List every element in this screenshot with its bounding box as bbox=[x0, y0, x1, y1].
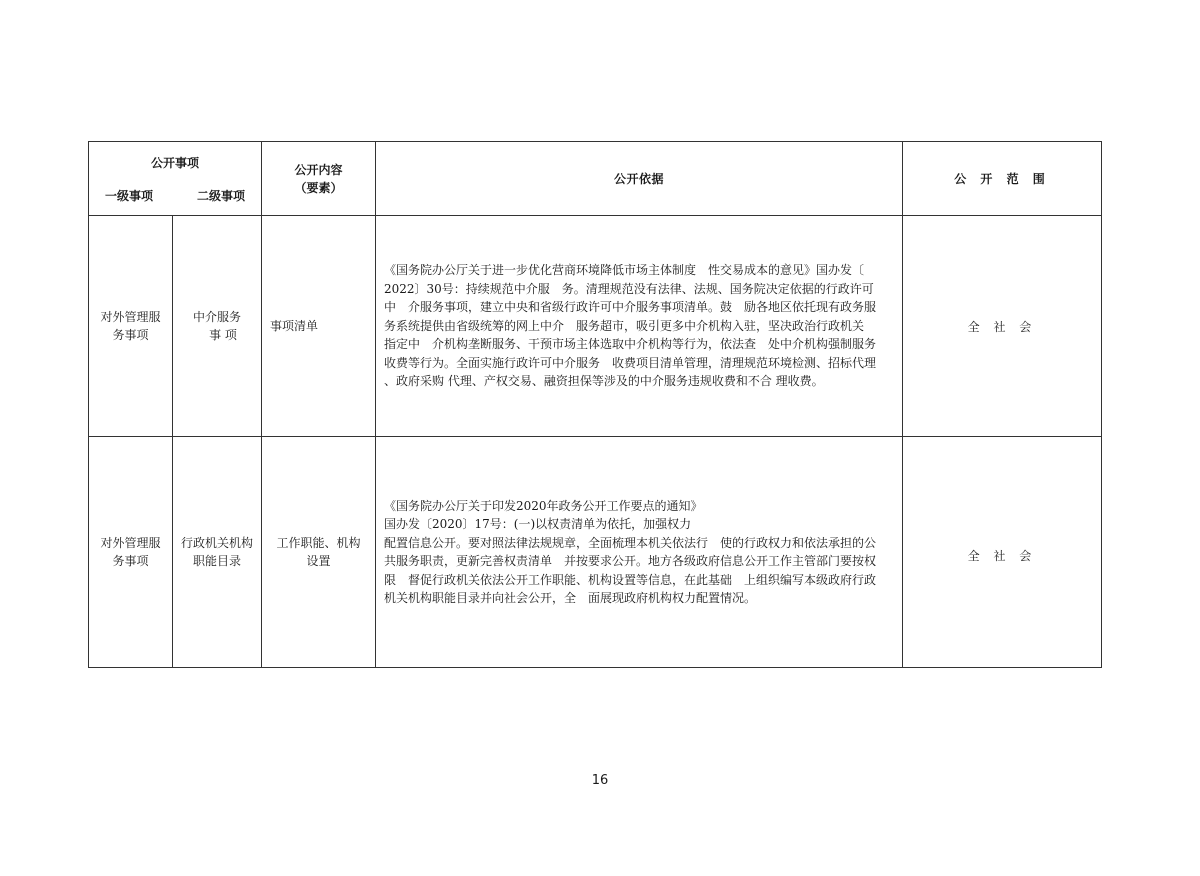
header-scope: 公 开 范 围 bbox=[903, 142, 1102, 216]
row2-level1: 对外管理服 务事项 bbox=[89, 437, 173, 668]
row1-scope: 全 社 会 bbox=[903, 216, 1102, 437]
table-row bbox=[89, 437, 1102, 668]
row1-content: 事项清单 bbox=[262, 216, 376, 437]
page-number: 16 bbox=[591, 773, 609, 788]
header-content-line2: （要素） bbox=[294, 180, 343, 195]
disclosure-table bbox=[88, 141, 1102, 668]
row2-scope: 全 社 会 bbox=[903, 437, 1102, 668]
header-row bbox=[89, 142, 1102, 216]
header-content-cell bbox=[262, 142, 376, 216]
header-public-item: 公开事项 bbox=[150, 156, 199, 170]
header-content-line1: 公开内容 bbox=[294, 162, 343, 177]
header-level2: 二级事项 bbox=[197, 189, 246, 203]
header-basis: 公开依据 bbox=[376, 142, 903, 216]
row2-content: 工作职能、机构 设置 bbox=[262, 437, 376, 668]
table-row bbox=[89, 216, 1102, 437]
row1-level1: 对外管理服 务事项 bbox=[89, 216, 173, 437]
row2-level2: 行政机关机构 职能目录 bbox=[173, 437, 262, 668]
row1-basis: 《国务院办公厅关于进一步优化营商环境降低市场主体制度 性交易成本的意见》国办发〔 2022〕30号：持续规范中介服 务。清理规范没有法律、法规、国务院决定依据的行政许可 中 介服务事项，建立中央和省级行政许可中介服务事项清单。鼓 励各地区依托现有政务服 务系统提供由省级统筹的网上中介 服务超市，吸引更多中介机构入驻，坚决政治行政机关 指定中 介机构垄断服务、干预市场主体选取中介机构等行为，依法查 处中介机构强制服务 收费等行为。全面实施行政许可中介服务 收费项目清单管理，清理规范环境检测、招标代理 、政府采购 代理、产权交易、融资担保等涉及的中介服务违规收费和不合 理收费。 bbox=[376, 216, 903, 437]
header-public-item-cell bbox=[89, 142, 262, 216]
row2-basis: 《国务院办公厅关于印发2020年政务公开工作要点的通知》 国办发〔2020〕17号：(一)以权责清单为依托，加强权力 配置信息公开。要对照法律法规规章，全面梳理本机关依法行 使的行政权力和依法承担的公 共服务职责，更新完善权责清单 并按要求公开。地方各级政府信息公开工作主管部门要按权 限 督促行政机关依法公开工作职能、机构设置等信息，在此基础 上组织编写本级政府行政 机关机构职能目录并向社会公开，全 面展现政府机构权力配置情况。 bbox=[376, 437, 903, 668]
row1-level2: 中介服务 事 项 bbox=[173, 216, 262, 437]
header-level1: 一级事项 bbox=[105, 189, 154, 203]
